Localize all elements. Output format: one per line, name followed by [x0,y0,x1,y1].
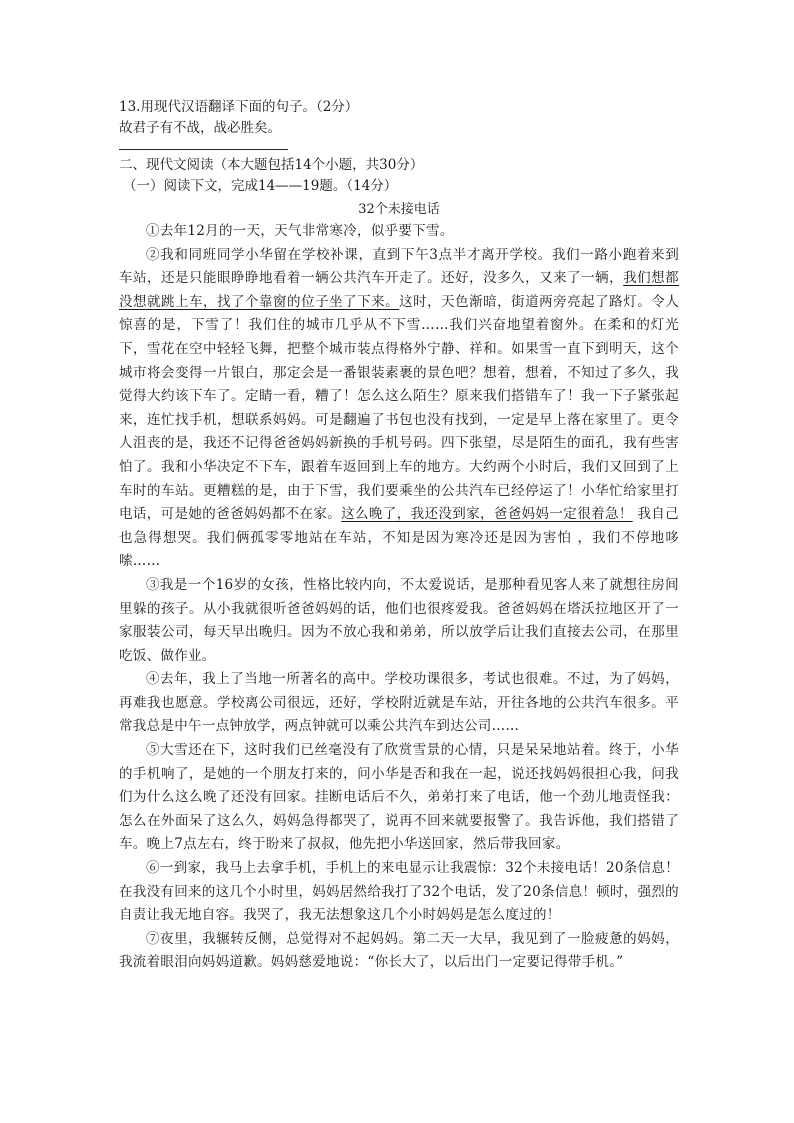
section-heading: 二、现代文阅读（本大题包括14个小题，共30分） [119,157,424,173]
question-13-prompt: 13.用现代汉语翻译下面的句子。（2分） [119,99,359,115]
underlined-sentence-1: 我们想都没想就跳上车，找了个靠窗的位子坐了下来。 [119,270,679,310]
paragraph-4: ④去年，我上了当地一所著名的高中。学校功课很多，考试也很难。不过，为了妈妈，再难我也愿意。学校离公司很远，还好，学校附近就是车站，开往各地的公共汽车很多。平常我总是中午一点钟放学，两点钟就可以乘公共汽车到达公司…… [119,671,679,735]
paragraph-2-text-c: 我自己也急得想哭。我们俩孤零零地站在车站，不知是因为寒冷还是因为害怕 ，我们不停地哆嗦…… [119,506,679,570]
paragraph-2 [119,244,679,574]
paragraph-2-text-a: ②我和同班同学小华留在学校补课，直到下午3点半才离开学校。我们一路小跑着来到车站，还是只能眼睁睁地看着一辆公共汽车开走了。还好，没多久，又来了一辆， [119,246,679,287]
question-13-sentence: 故君子有不战，战必胜矣。 [119,120,281,136]
exam-page [119,97,679,975]
paragraph-1: ①去年12月的一天，天气非常寒冷，似乎要下雪。 [146,223,454,239]
underlined-sentence-2: 这么晚了，我还没到家，爸爸妈妈一定很着急！ [341,506,633,523]
subsection-heading: （一）阅读下文，完成14——19题。（14分） [123,178,398,194]
paragraph-5: ⑤大雪还在下，这时我们已丝毫没有了欣赏雪景的心情，只是呆呆地站着。终于，小华的手机响了，是她的一个朋友打来的，问小华是否和我在一起，说还找妈妈很担心我，问我们为什么这么晚了还没有回家。挂断电话后不久，弟弟打来了电话，他一个劲儿地责怪我：怎么在外面呆了这么久，妈妈急得都哭了，说再不回来就要报警了。我告诉他，我们搭错了车。晚上7点左右，终于盼来了叔叔，他先把小华送回家，然后带我回家。 [119,742,679,853]
article-title: 32个未接电话 [358,202,440,217]
paragraph-3: ③我是一个16岁的女孩，性格比较内向，不太爱说话，是那种看见客人来了就想往房间里躲的孩子。从小我就很听爸爸妈妈的话，他们也很疼爱我。爸爸妈妈在塔沃拉地区开了一家服装公司，每天早出晚归。因为不放心我和弟弟，所以放学后让我们直接去公司，在那里吃饭、做作业。 [119,576,679,664]
paragraph-2-text-b: 这时，天色渐暗，街道两旁亮起了路灯。令人惊喜的是，下雪了！我们住的城市几乎从不下雪……我们兴奋地望着窗外。在柔和的灯光下，雪花在空中轻轻飞舞，把整个城市装点得格外宁静、祥和。如果雪一直下到明天，这个城市将会变得一片银白，那定会是一番银装素裹的景色吧？想着，想着，不知过了多久，我觉得大约该下车了。定睛一看，糟了！怎么这么陌生？原来我们搭错车了！我一下子紧张起来，连忙找手机，想联系妈妈。可是翻遍了书包也没有找到，一定是早上落在家里了。更令人沮丧的是，我还不记得爸爸妈妈新换的手机号码。四下张望，尽是陌生的面孔，我有些害怕了。我和小华决定不下车，跟着车返回到上车的地方。大约两个小时后，我们又回到了上车时的车站。更糟糕的是，由于下雪，我们要乘坐的公共汽车已经停运了！小华忙给家里打电话，可是她的爸爸妈妈都不在家。 [119,293,680,523]
paragraph-7: ⑦夜里，我辗转反侧，总觉得对不起妈妈。第二天一大早，我见到了一脸疲惫的妈妈，我流着眼泪向妈妈道歉。妈妈慈爱地说：“你长大了，以后出门一定要记得带手机。” [119,930,679,971]
paragraph-6: ⑥一到家，我马上去拿手机，手机上的来电显示让我震惊：32个未接电话！20条信息！ 在我没有回来的这几个小时里，妈妈居然给我打了32个电话，发了20条信息！顿时，强烈的自责让我无地自容。我哭了，我无法想象这几个小时妈妈是怎么度过的！ [119,860,679,924]
answer-line [119,139,288,150]
